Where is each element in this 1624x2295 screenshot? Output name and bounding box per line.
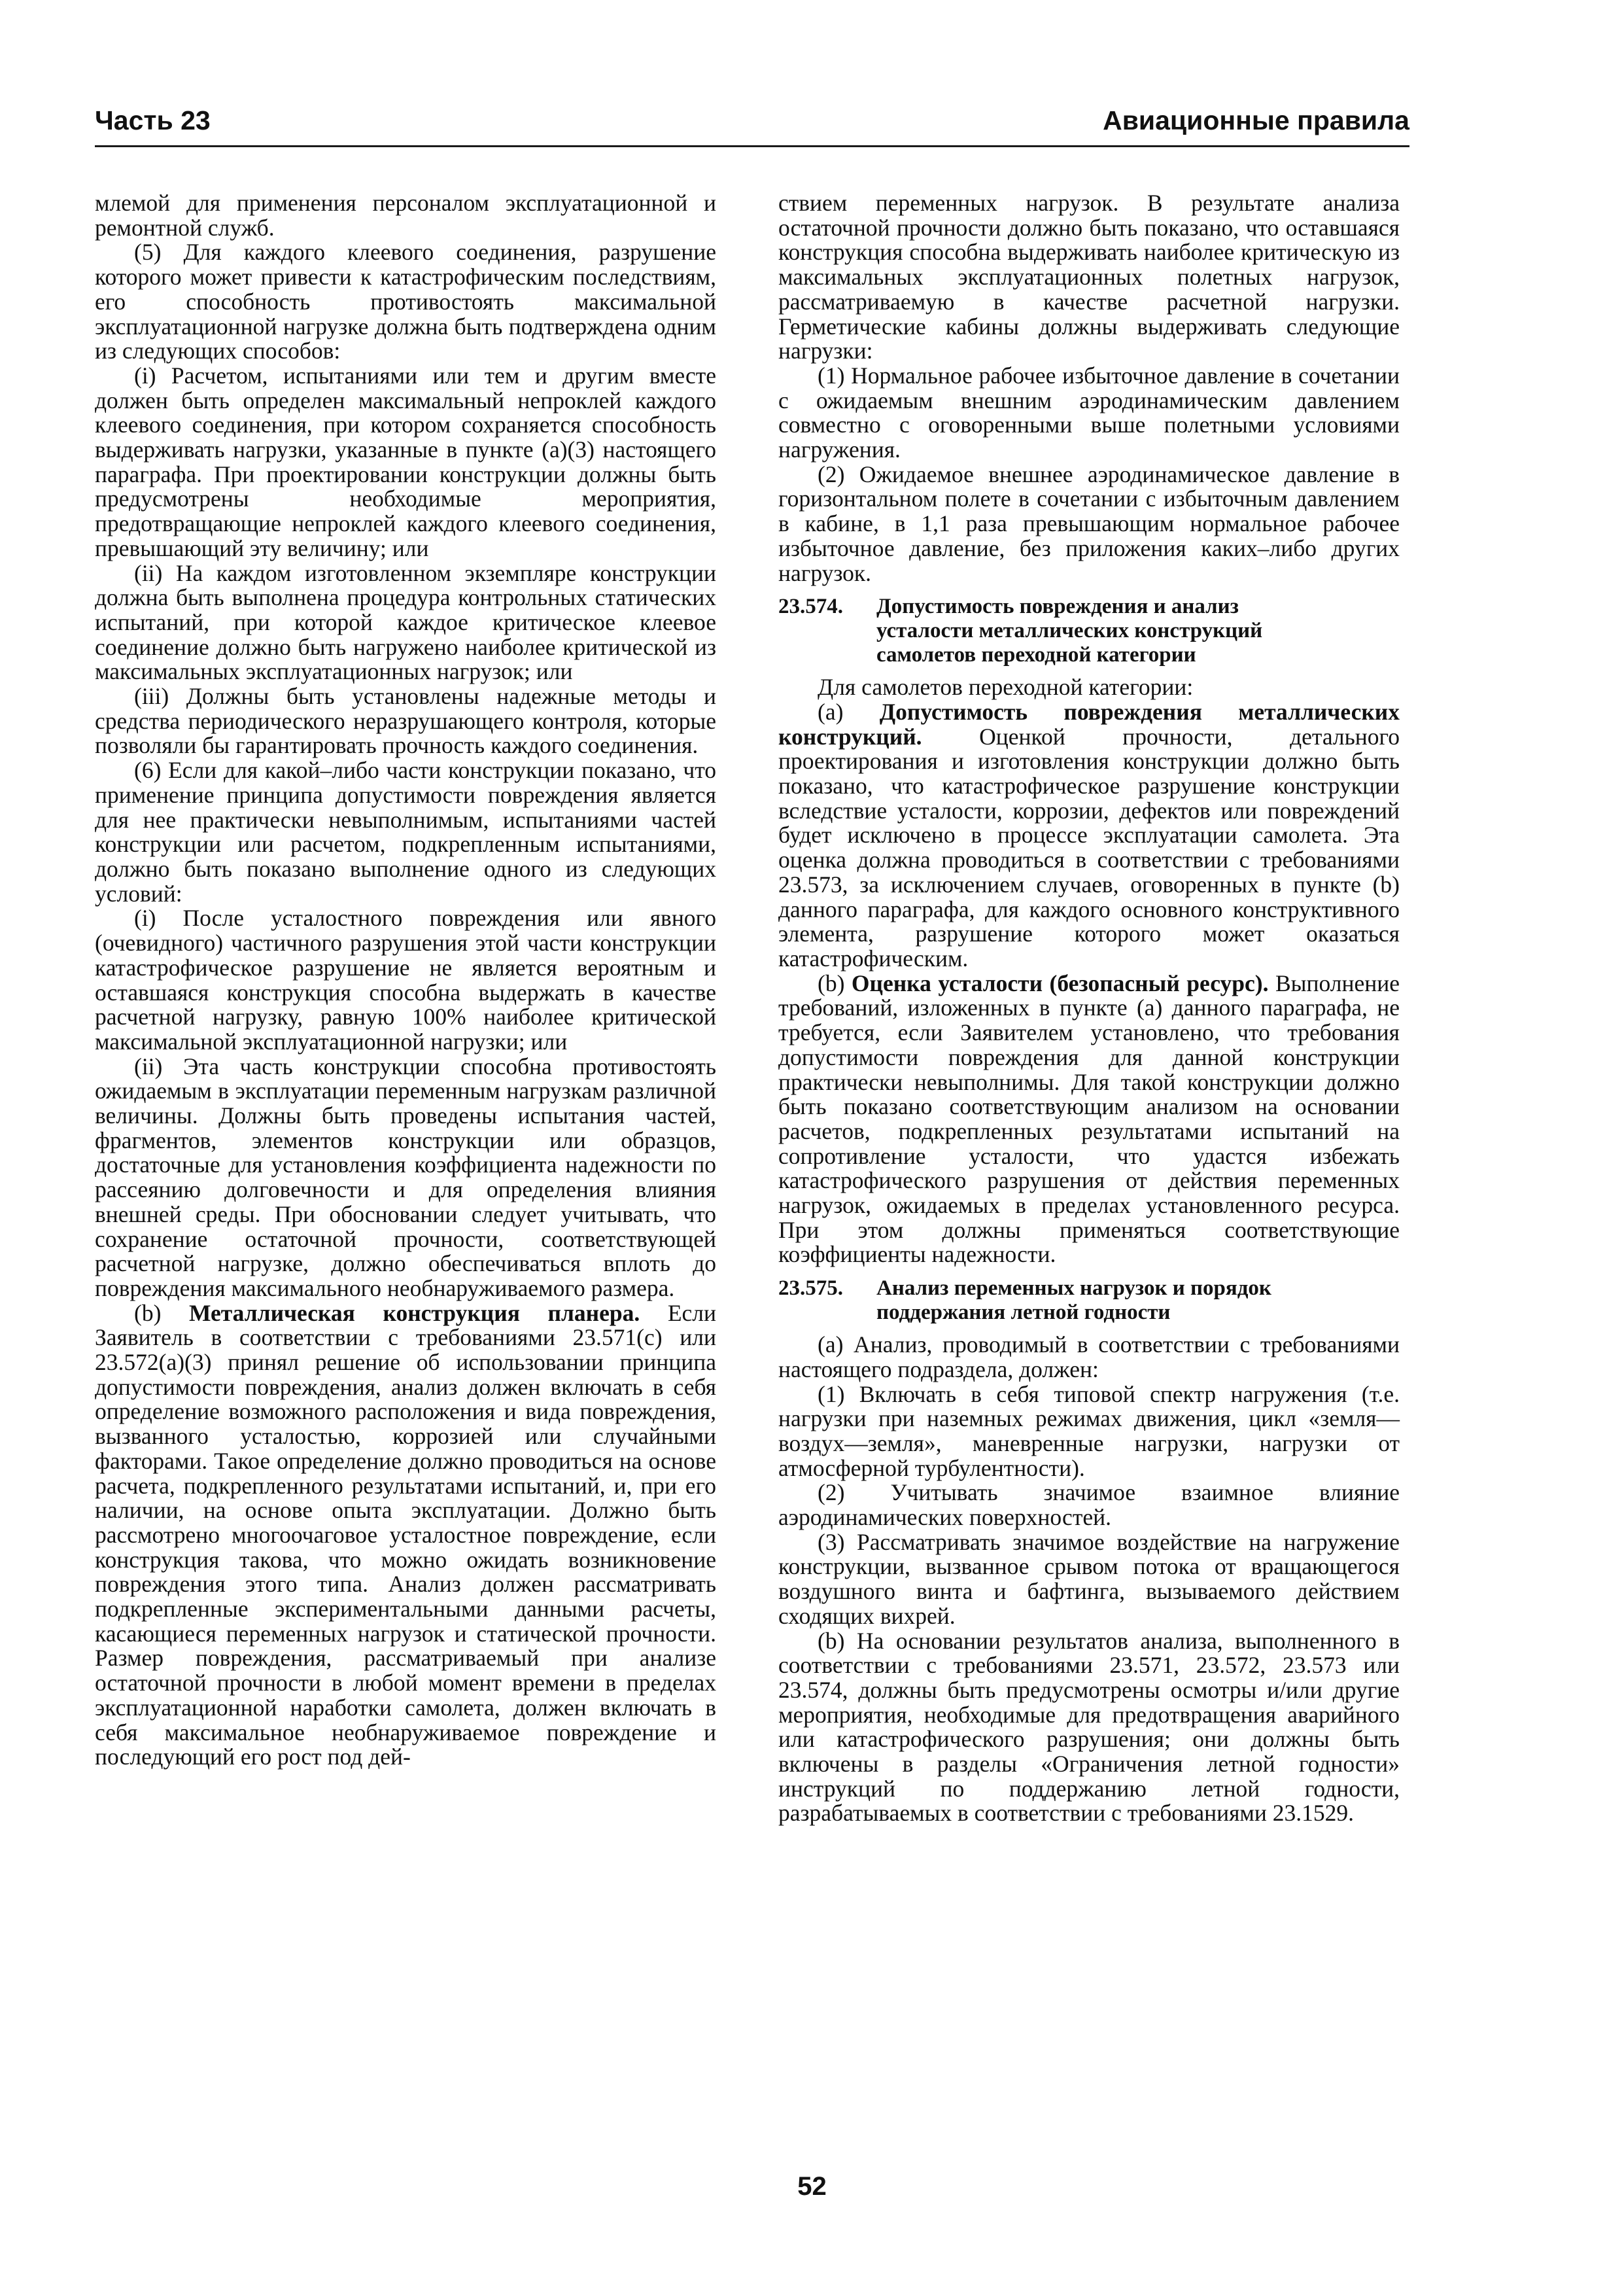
header-part-label: Часть 23 — [95, 105, 211, 135]
paragraph-text: Оценкой прочности, детального проектирования и изготовления конструкции должно быть показано, что катастрофическое разрушение конструкции вследствие усталости, коррозии, дефектов или повреждений будет исключено в процессе эксплуатации самолета. Эта оценка должна проводиться в соответствии с требованиями 23.573, за исключением случаев, оговоренных в пункте (b) данного параграфа, для каждого основного конструктивного элемента, разрушение которого может оказаться катастрофическим. — [778, 723, 1400, 972]
paragraph: (6) Если для какой–либо части конструкции показано, что применение принципа допустимости повреждения является для нее практически невыполнимым, испытаниями частей конструкции или расчетом, подкрепленным испытаниями, должно быть показано выполнение одного из следующих условий: — [95, 757, 716, 907]
paragraph-heading: Металлическая конструкция планера. — [189, 1299, 640, 1326]
paragraph: ствием переменных нагрузок. В результате анализа остаточной прочности должно быть показано, что оставшаяся конструкция способна выдерживать наиболее критическую из максимальных эксплуатационных полетных нагрузок, рассматриваемую в качестве расчетной нагрузки. Герметические кабины должны выдерживать следующие нагрузки: — [778, 190, 1400, 364]
paragraph: (ii) Эта часть конструкции способна противостоять ожидаемым в эксплуатации переменным нагрузкам различной величины. Должны быть проведены испытания частей, фрагментов, элементов конструкции или образцов, достаточные для установления коэффициента надежности по рассеянию долговечности и для определения влияния внешней среды. При обосновании следует учитывать, что сохранение остаточной прочности, соответствующей расчетной нагрузке, должно обеспечиваться вплоть до повреждения максимального необнаруживаемого размера. — [95, 1053, 716, 1301]
paragraph: (i) После усталостного повреждения или явного (очевидного) частичного разрушения этой части конструкции катастрофическое разрушение не является вероятным и оставшаяся конструкция способна выдержать в качестве расчетной нагрузку, равную 100% наиболее критической максимальной эксплуатационной нагрузки; или — [95, 905, 716, 1055]
paragraph: (1) Нормальное рабочее избыточное давление в сочетании с ожидаемым внешним аэродинамическим давлением совместно с оговоренными выше полетными условиями нагружения. — [778, 362, 1400, 463]
section-title-line: поддержания летной годности — [876, 1301, 1171, 1325]
page-number: 52 — [797, 2172, 827, 2201]
paragraph-lead: (b) — [818, 970, 852, 996]
header-title: Авиационные правила — [1103, 105, 1409, 135]
paragraph: (i) Расчетом, испытаниями или тем и другим вместе должен быть определен максимальный непроклей каждого клеевого соединения, при котором сохраняется способность выдерживать нагрузки, указанные в пункте (a)(3) настоящего параграфа. При проектировании конструкции должны быть предусмотрены необходимые мероприятия, предотвращающие непроклей каждого клеевого соединения, превышающий эту величину; или — [95, 362, 716, 561]
paragraph: млемой для применения персоналом эксплуатационной и ремонтной служб. — [95, 190, 716, 241]
section-title-line: Анализ переменных нагрузок и порядок — [876, 1276, 1271, 1301]
paragraph: (ii) На каждом изготовленном экземпляре конструкции должна быть выполнена процедура контрольных статических испытаний, при которой каждое критическое клеевое соединение должно быть нагружено наиболее критической из максимальных эксплуатационных нагрузок; или — [95, 559, 716, 685]
paragraph-text: Если Заявитель в соответствии с требованиями 23.571(c) или 23.572(a)(3) принял решение об использовании принципа допустимости повреждения, анализ должен включать в себя определение возможного расположения и вида повреждения, вызванного усталостью, коррозией или случайными факторами. Такое определение должно проводиться на основе расчета, подкрепленного результатами испытаний, и, при его наличии, на основе опыта эксплуатации. Должно быть рассмотрено многоочаговое усталостное повреждение, если конструкция такова, что можно ожидать возникновение повреждения этого типа. Анализ должен рассматривать подкрепленные экспериментальными данными расчеты, касающиеся переменных нагрузок и статической прочности. Размер повреждения, рассматриваемый при анализе остаточной прочности в любой момент времени в пределах эксплуатационной наработки самолета, должен включать в себя максимальное необнаруживаемое повреждение и последующий его рост под дей- — [95, 1299, 716, 1770]
section-heading-23-575 — [778, 1276, 1400, 1325]
paragraph-heading: Допустимость повреждения металлических конструкций. — [778, 698, 1400, 750]
paragraph: (2) Ожидаемое внешнее аэродинамическое давление в горизонтальном полете в сочетании с избыточным давлением в кабине, в 1,1 раза превышающим нормальное рабочее избыточное давление, без приложения каких–либо других нагрузок. — [778, 461, 1400, 586]
paragraph: (b) На основании результатов анализа, выполненного в соответствии с требованиями 23.571, 23.572, 23.573 или 23.574, должны быть предусмотрены осмотры и/или другие мероприятия, необходимые для предотвращения аварийного или катастрофического разрушения; они должны быть включены в разделы «Ограничения летной годности» инструкций по поддержанию летной годности, разрабатываемых в соответствии с требованиями 23.1529. — [778, 1627, 1400, 1827]
paragraph-heading: Оценка усталости (безопасный ресурс). — [851, 970, 1269, 996]
left-column — [95, 191, 716, 1770]
section-number: 23.575. — [778, 1276, 843, 1301]
page-header — [95, 92, 1409, 147]
paragraph: (a) Анализ, проводимый в соответствии с требованиями настоящего подраздела, должен: — [778, 1331, 1400, 1382]
paragraph-text: Выполнение требований, изложенных в пункте (a) данного параграфа, не требуется, если Заявителем установлено, что требования допустимости повреждения для данной конструкции практически невыполнимы. Для такой конструкции должно быть показано соответствующим анализом на основании расчетов, подкрепленных результатами испытаний на сопротивление усталости, что удастся избежать катастрофического разрушения от действия переменных нагрузок, ожидаемых в пределах установленного ресурса. При этом должны применяться соответствующие коэффициенты надежности. — [778, 970, 1400, 1268]
paragraph: (3) Рассматривать значимое воздействие на нагружение конструкции, вызванное срывом потока от вращающегося воздушного винта и бафтинга, вызываемого действием сходящих вихрей. — [778, 1528, 1400, 1629]
paragraph-fatigue-evaluation — [778, 972, 1400, 1267]
section-title-line: самолетов переходной категории — [876, 643, 1196, 667]
paragraph-damage-tolerance — [778, 700, 1400, 972]
paragraph: Для самолетов переходной категории: — [818, 674, 1194, 701]
paragraph-lead: (b) — [134, 1299, 190, 1326]
section-number: 23.574. — [778, 595, 843, 619]
section-title-line: усталости металлических конструкций — [876, 619, 1263, 643]
paragraph: (1) Включать в себя типовой спектр нагружения (т.е. нагрузки при наземных режимах движения, цикл «земля—воздух—земля», маневренные нагрузки, нагрузки от атмосферной турбулентности). — [778, 1380, 1400, 1481]
paragraph: (5) Для каждого клеевого соединения, разрушение которого может привести к катастрофическим последствиям, его способность противостоять максимальной эксплуатационной нагрузке должна быть подтверждена одним из следующих способов: — [95, 239, 716, 364]
paragraph: (2) Учитывать значимое взаимное влияние аэродинамических поверхностей. — [778, 1479, 1400, 1531]
right-column — [778, 191, 1400, 1826]
paragraph: (iii) Должны быть установлены надежные методы и средства периодического неразрушающего контроля, которые позволяли бы гарантировать прочность каждого соединения. — [95, 683, 716, 759]
section-heading-23-574 — [778, 595, 1400, 667]
section-title-line: Допустимость повреждения и анализ — [876, 595, 1239, 619]
paragraph-lead: (a) — [818, 698, 880, 725]
paragraph-metal-structure — [95, 1301, 716, 1770]
